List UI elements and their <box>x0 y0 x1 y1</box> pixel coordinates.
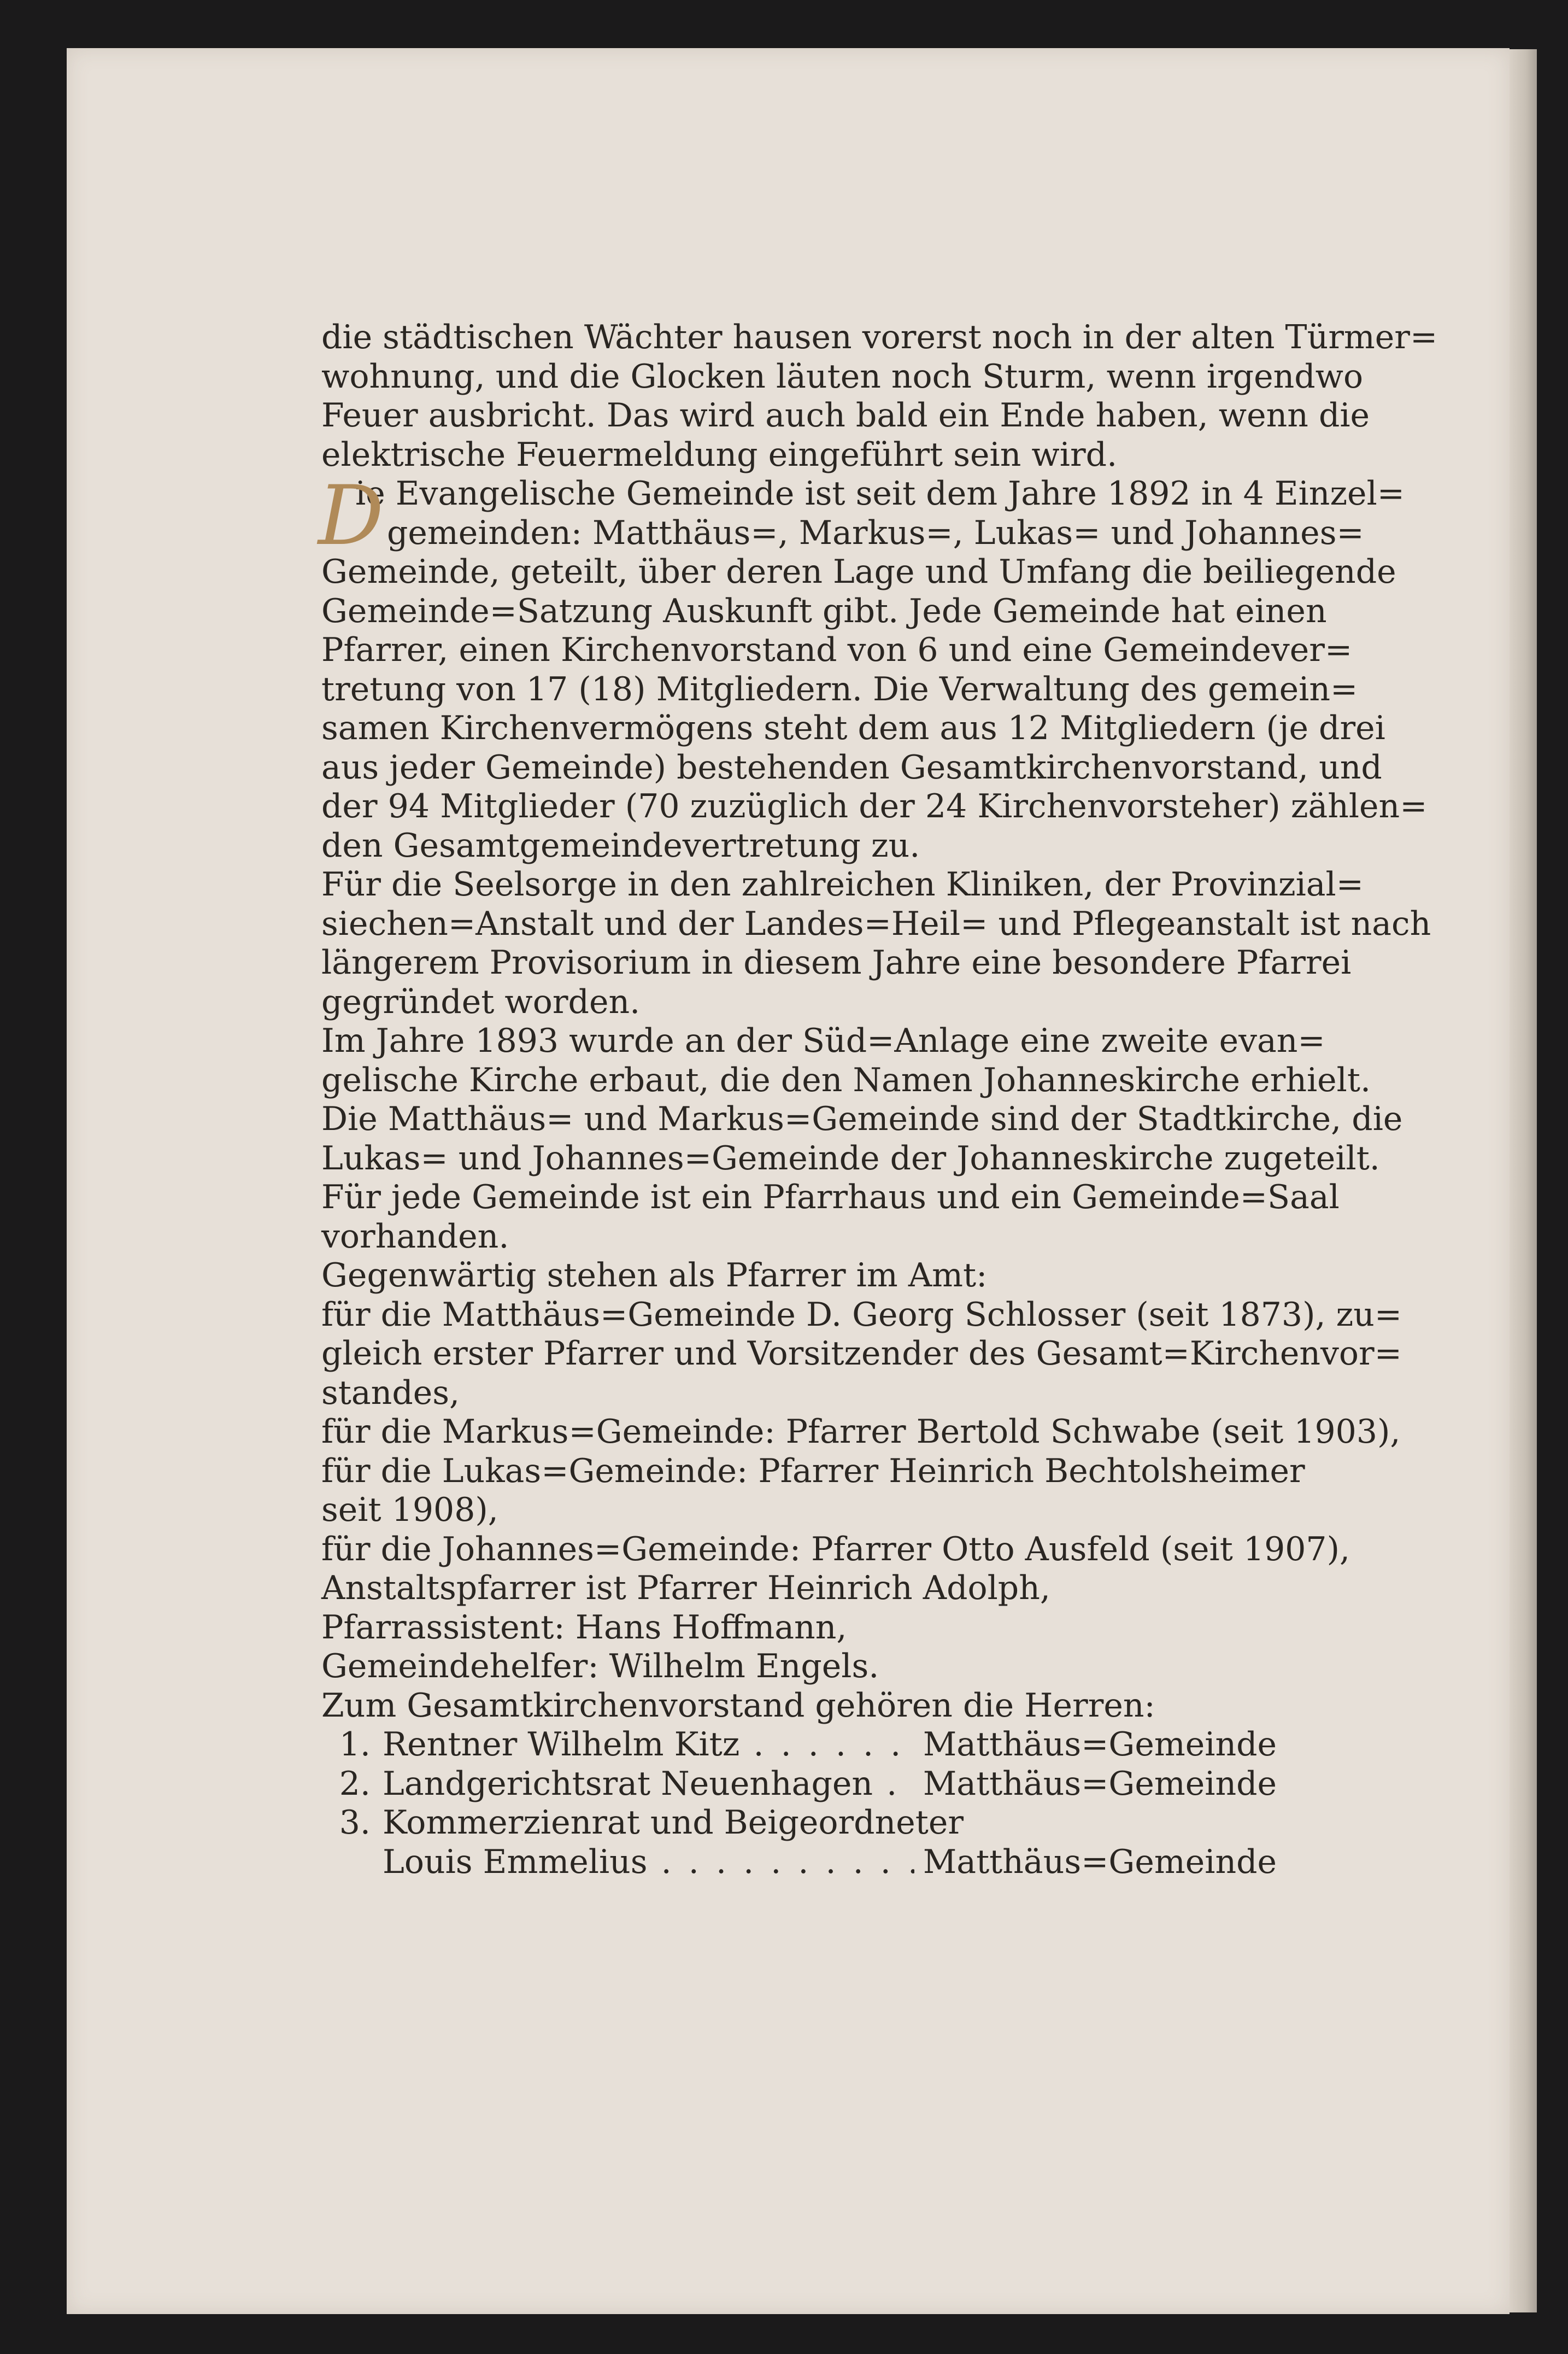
text-line: aus jeder Gemeinde) bestehenden Gesamtkirchenvorstand, und <box>321 748 1382 787</box>
drop-cap: D <box>318 469 384 564</box>
member-name: Rentner Wilhelm Kitz . . . <box>383 1725 914 1765</box>
text-line: samen Kirchenvermögens steht dem aus 12 Mitgliedern (je drei <box>321 709 1385 747</box>
text-line: Anstaltspfarrer ist Pfarrer Heinrich Adolph, <box>321 1569 1050 1607</box>
text-line: der 94 Mitglieder (70 zuzüglich der 24 Kirchenvorsteher) zählen= <box>321 787 1428 825</box>
text-line: Feuer ausbricht. Das wird auch bald ein Ende haben, wenn die <box>321 396 1370 435</box>
text-line: wohnung, und die Glocken läuten noch Sturm, wenn irgendwo <box>321 357 1364 396</box>
paragraph-5 <box>321 1256 1402 1687</box>
text-line: elektrische Feuermeldung eingeführt sein wird. <box>321 435 1118 474</box>
text-line: Für jede Gemeinde ist ein Pfarrhaus und ein Gemeinde=Saal <box>321 1178 1340 1216</box>
text-line: für die Johannes=Gemeinde: Pfarrer Otto Ausfeld (seit 1907), <box>321 1530 1350 1568</box>
list-number: 1. <box>339 1725 371 1764</box>
council-list <box>321 1687 1277 1882</box>
text-line: Gegenwärtig stehen als Pfarrer im Amt: <box>321 1256 988 1295</box>
list-item-continuation <box>321 1843 1277 1882</box>
text-line: vorhanden. <box>321 1217 509 1256</box>
text-line: für die Matthäus=Gemeinde D. Georg Schlosser (seit 1873), zu= <box>321 1295 1402 1334</box>
member-parish: Matthäus=Gemeinde <box>914 1725 1277 1765</box>
member-title: Kommerzienrat und Beigeordneter <box>383 1803 964 1842</box>
page-edge <box>1510 49 1537 2312</box>
member-name: Louis Emmelius . . . <box>383 1843 914 1882</box>
text-line: gleich erster Pfarrer und Vorsitzender des Gesamt=Kirchenvor= <box>321 1334 1402 1373</box>
member-parish: Matthäus=Gemeinde <box>914 1765 1277 1804</box>
paragraph-2 <box>318 469 1428 865</box>
text-line: Gemeindehelfer: Wilhelm Engels. <box>321 1647 879 1685</box>
text-line: den Gesamtgemeindevertretung zu. <box>321 826 920 865</box>
text-line: für die Lukas=Gemeinde: Pfarrer Heinrich Bechtolsheimer <box>321 1451 1305 1490</box>
text-line: für die Markus=Gemeinde: Pfarrer Bertold Schwabe (seit 1903), <box>321 1413 1401 1451</box>
text-line: gemeinden: Matthäus=, Markus=, Lukas= und Johannes= <box>387 513 1364 552</box>
list-item <box>321 1765 1277 1804</box>
list-intro: Zum Gesamtkirchenvorstand gehören die Herren: <box>321 1686 1155 1725</box>
list-item <box>321 1803 1277 1843</box>
text-line: die städtischen Wächter hausen vorerst noch in der alten Türmer= <box>321 318 1438 356</box>
text-line: Gemeinde, geteilt, über deren Lage und Umfang die beiliegende <box>321 553 1396 591</box>
text-line: standes, <box>321 1373 460 1412</box>
text-line: Lukas= und Johannes=Gemeinde der Johanneskirche zugeteilt. <box>321 1139 1380 1178</box>
text-line: siechen=Anstalt und der Landes=Heil= und Pflegeanstalt ist nach <box>321 904 1431 943</box>
text-line: tretung von 17 (18) Mitgliedern. Die Verwaltung des gemein= <box>321 670 1358 708</box>
text-line: Im Jahre 1893 wurde an der Süd=Anlage eine zweite evan= <box>321 1022 1325 1060</box>
text-line: gegründet worden. <box>321 982 641 1021</box>
paragraph-1 <box>321 318 1438 475</box>
text-line: seit 1908), <box>321 1491 498 1529</box>
paragraph-3 <box>321 865 1431 1022</box>
list-number: 2. <box>339 1764 371 1803</box>
list-item <box>321 1725 1277 1765</box>
text-line: Die Matthäus= und Markus=Gemeinde sind der Stadtkirche, die <box>321 1100 1403 1138</box>
page-text <box>318 318 1438 1882</box>
text-line: Pfarrer, einen Kirchenvorstand von 6 und eine Gemeindever= <box>321 631 1353 669</box>
member-parish: Matthäus=Gemeinde <box>914 1843 1277 1882</box>
text-line: längerem Provisorium in diesem Jahre eine besondere Pfarrei <box>321 944 1352 982</box>
text-line: Gemeinde=Satzung Auskunft gibt. Jede Gemeinde hat einen <box>321 592 1327 630</box>
text-line: Pfarrassistent: Hans Hoffmann, <box>321 1608 847 1647</box>
text-line: gelische Kirche erbaut, die den Namen Johanneskirche erhielt. <box>321 1061 1371 1099</box>
paragraph-4 <box>321 1022 1403 1256</box>
member-name: Landgerichtsrat Neuenhagen . . . <box>383 1765 914 1804</box>
list-number: 3. <box>339 1803 371 1842</box>
text-line: ie Evangelische Gemeinde ist seit dem Jahre 1892 in 4 Einzel= <box>355 475 1405 513</box>
text-line: Für die Seelsorge in den zahlreichen Kliniken, der Provinzial= <box>321 865 1364 904</box>
